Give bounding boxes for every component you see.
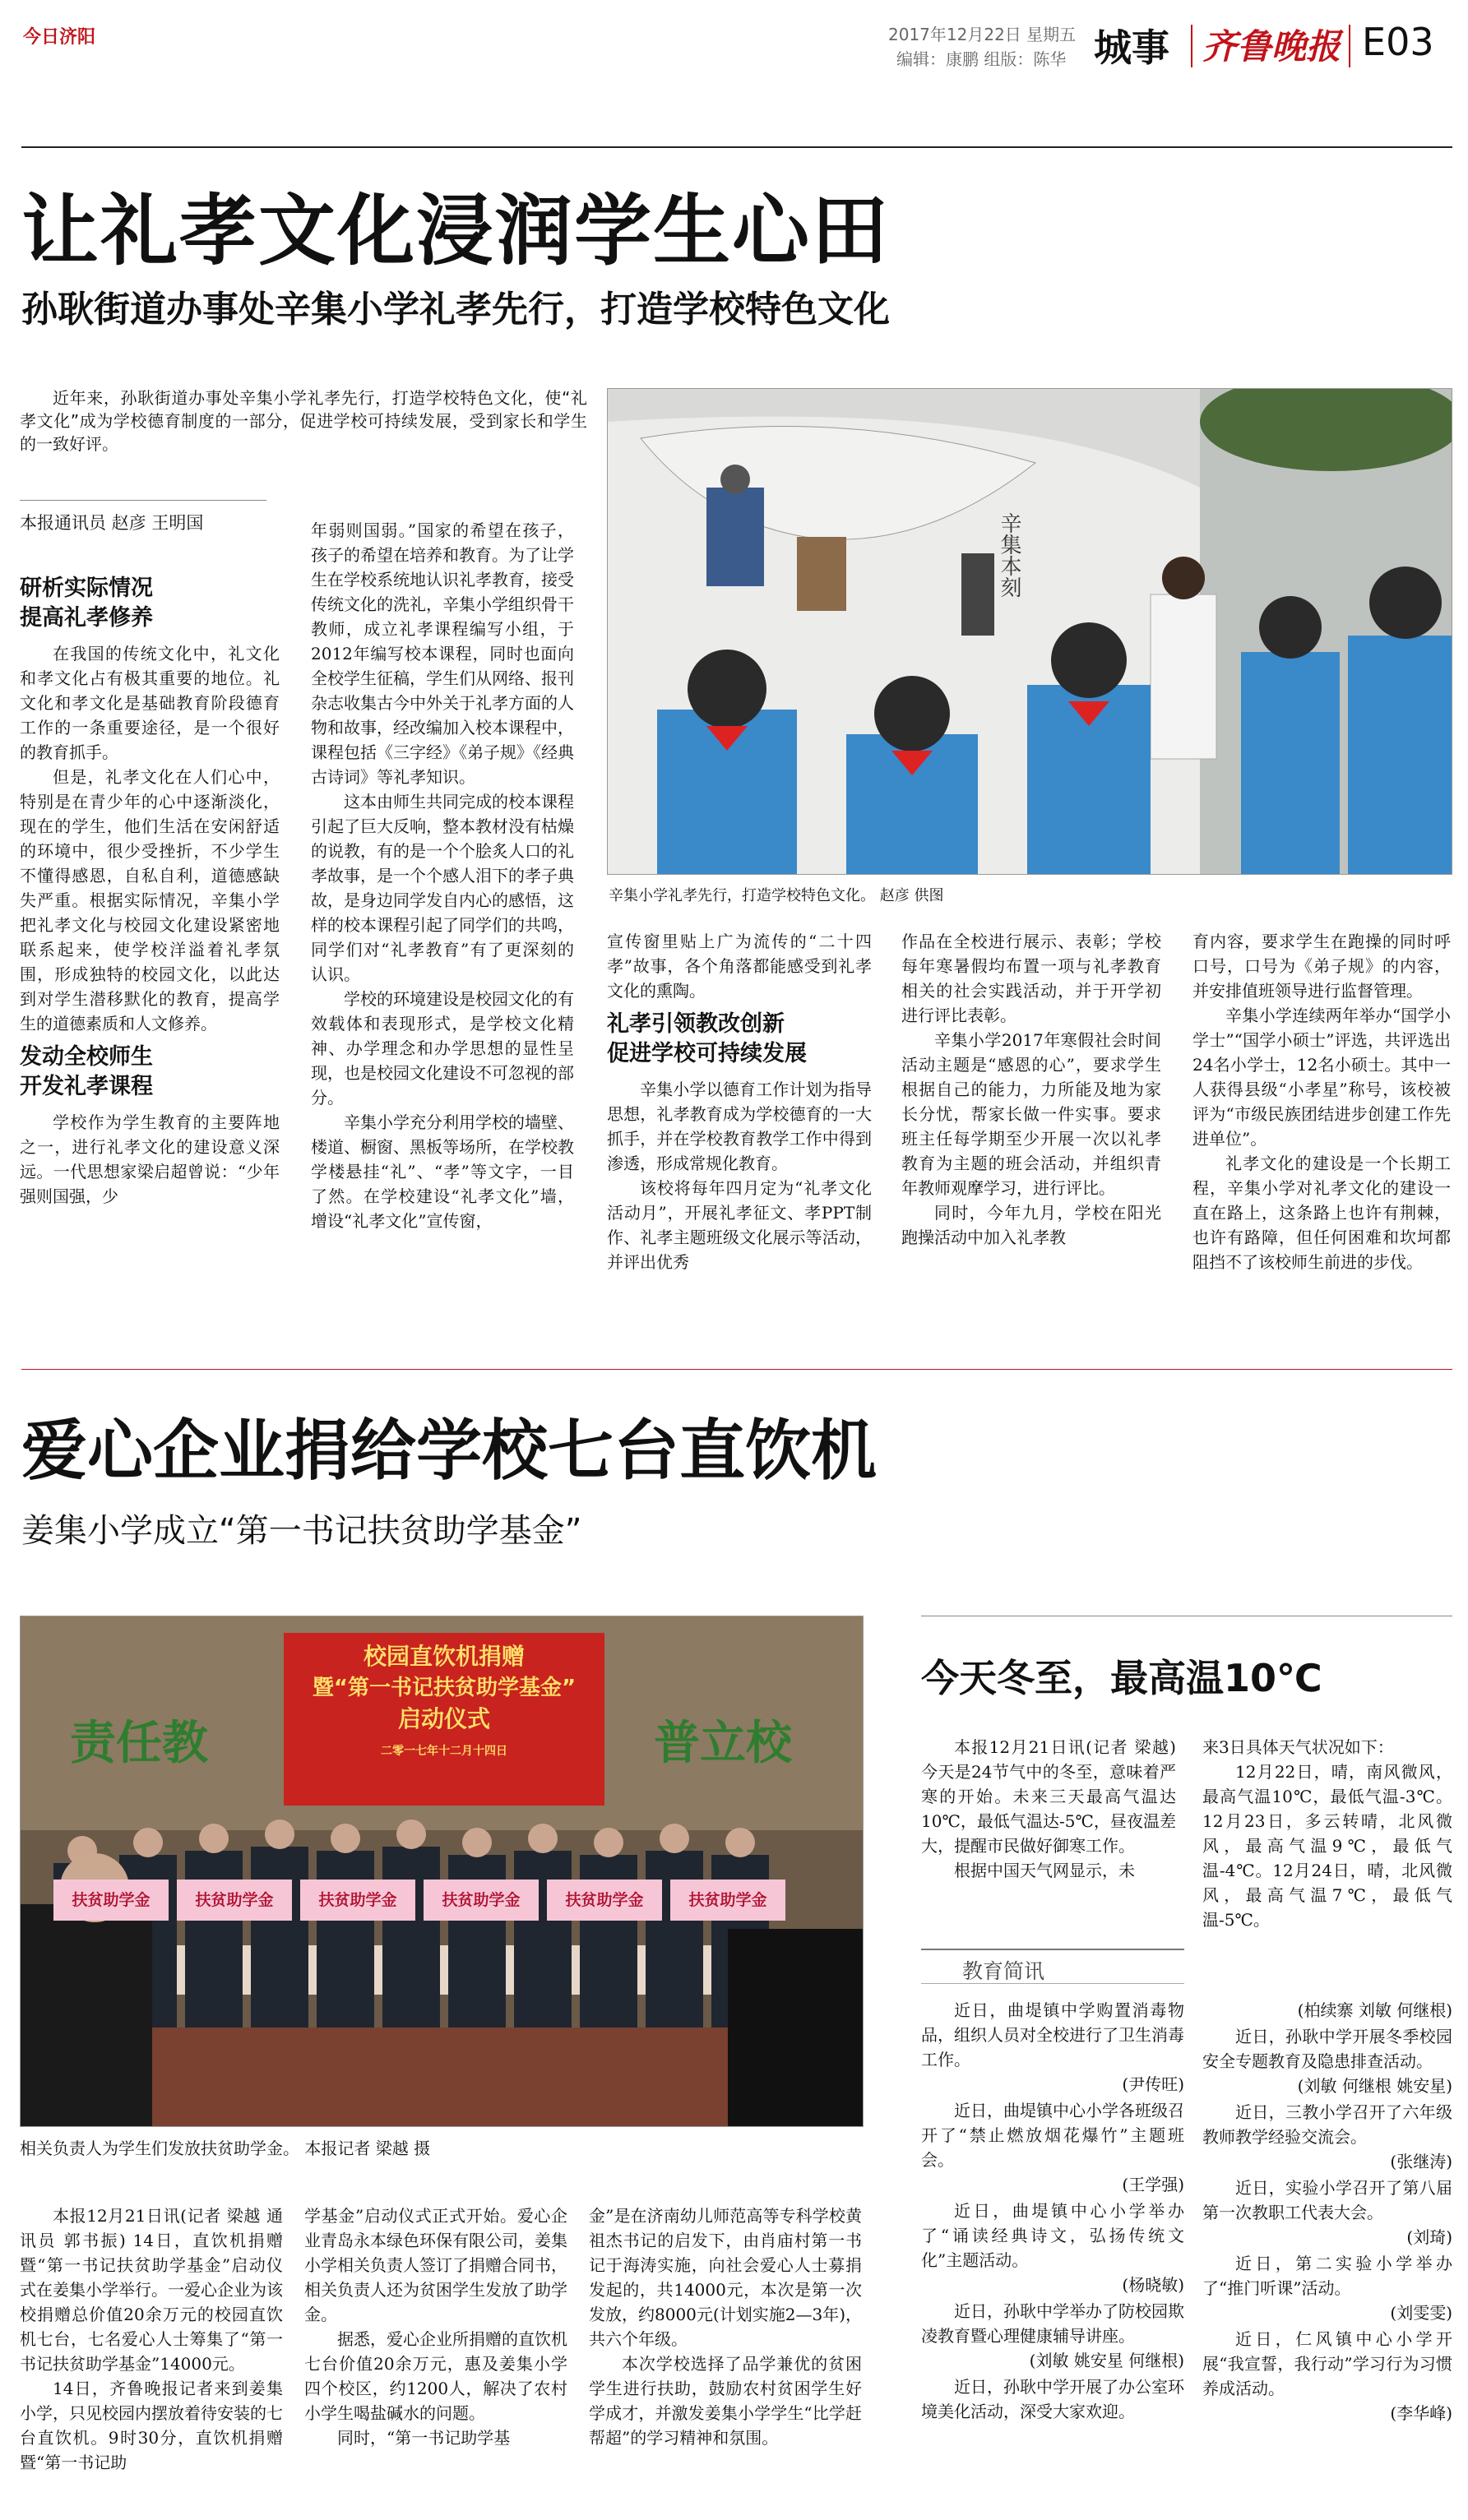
paragraph: 辛集小学充分利用学校的墙壁、楼道、橱窗、黑板等场所，在学校教学楼悬挂“礼”、“孝”等文字，一目了然。在学校建设“礼孝文化”墙，增设“礼孝文化”宣传窗， <box>311 1112 574 1231</box>
story1-col4 <box>901 929 1161 1250</box>
weather-col-a <box>921 1735 1176 1883</box>
donation-sign: 扶贫助学金 <box>300 1880 415 1921</box>
paragraph: 来3日具体天气状况如下： <box>1202 1737 1394 1757</box>
paragraph: 宣传窗里贴上广为流传的“二十四孝”故事，各个角落都能感受到礼孝文化的熏陶。 <box>607 932 872 1001</box>
brief-text: 近日，仁风镇中心小学开展“我宣誓，我行动”学习行为习惯养成活动。 <box>1202 2329 1452 2398</box>
brief-text: 近日，曲堤镇中学购置消毒物品，组织人员对全校进行了卫生消毒工作。 <box>921 2000 1184 2069</box>
paragraph: 本报12月21日讯(记者 梁越 通讯员 郭书振) 14日，直饮机捐赠暨“第一书记扶贫助学基金”启动仪式在姜集小学举行。一爱心企业为该校捐赠总价值20余万元的校园直饮机七台，七名爱心人士筹集了“第一书记扶贫助学基金”14000元。 <box>20 2206 283 2374</box>
brief-author: (李华峰) <box>1390 2403 1452 2423</box>
col1-subhead-2: 发动全校师生 开发礼孝课程 <box>20 1044 153 1099</box>
brief-author: (刘琦) <box>1406 2227 1452 2247</box>
paragraph: 同时，今年九月，学校在阳光跑操活动中加入礼孝教 <box>901 1203 1161 1247</box>
date-line: 2017年12月22日 星期五 <box>888 25 1077 44</box>
paragraph: 学校作为学生教育的主要阵地之一，进行礼孝文化的建设意义深远。一代思想家梁启超曾说：“少年强则国强，少 <box>20 1112 280 1206</box>
col3-subhead: 礼孝引领教改创新 促进学校可持续发展 <box>607 1011 807 1066</box>
paragraph: 育内容，要求学生在跑操的同时呼口号，口号为《弟子规》的内容，并安排值班领导进行监督管理。 <box>1192 932 1451 1001</box>
donation-sign: 扶贫助学金 <box>177 1880 292 1921</box>
story1-byline: 本报通讯员 赵彦 王明国 <box>20 513 204 533</box>
paper-logo: 齐鲁晚报 <box>1202 26 1341 67</box>
brief-author: (刘敏 何继根 姚安星) <box>1297 2076 1452 2096</box>
banner-line-2: 暨“第一书记扶贫助学基金” <box>312 1676 577 1700</box>
story1-photo-caption: 辛集小学礼孝先行，打造学校特色文化。 赵彦 供图 <box>609 887 944 904</box>
brief-author: (王学强) <box>1122 2175 1184 2194</box>
story1-photo <box>607 388 1452 875</box>
story2-col2 <box>304 2203 567 2450</box>
paragraph: 金”是在济南幼儿师范高等专科学校黄祖杰书记的启发下，由肖庙村第一书记于海涛实施，向社会爱心人士募捐发起的，共14000元，本次是第一次发放，约8000元(计划实施2—3年)，共六个年级。 <box>589 2206 862 2349</box>
story2-photo-caption: 相关负责人为学生们发放扶贫助学金。 本报记者 梁越 摄 <box>20 2139 431 2158</box>
brief-text: 近日，实验小学召开了第八届第一次教职工代表大会。 <box>1202 2178 1452 2222</box>
editor-line: 编辑：康鹏 组版：陈华 <box>896 49 1067 69</box>
section-tag: 今日济阳 <box>23 27 96 48</box>
story1-subtitle: 孙耿街道办事处辛集小学礼孝先行，打造学校特色文化 <box>21 289 890 331</box>
banner <box>284 1641 604 1768</box>
brief-item <box>921 2299 1184 2373</box>
story2-photo <box>20 1616 864 2127</box>
paragraph: 这本由师生共同完成的校本课程引起了巨大反响，整本教材没有枯燥的说教，有的是一个个脍炙人口的礼孝故事，是一个个感人泪下的孝子典故，是身边同学发自内心的感悟，这样的校本课程引起了同学们的共鸣，同学们对“礼孝教育”有了更深刻的认识。 <box>311 792 574 984</box>
masthead-rule <box>21 146 1452 148</box>
brief-text: 近日，三教小学召开了六年级教师教学经验交流会。 <box>1202 2102 1452 2147</box>
brief-item <box>921 2199 1184 2297</box>
story2-subtitle: 姜集小学成立“第一书记扶贫助学基金” <box>21 1512 582 1550</box>
briefs-col-right <box>1202 1998 1452 2427</box>
paragraph: 在我国的传统文化中，礼文化和孝文化占有极其重要的地位。礼文化和孝文化是基础教育阶段德育工作的一条重要途径，是一个很好的教育抓手。 <box>20 644 280 762</box>
paragraph: 根据中国天气网显示，未 <box>954 1861 1135 1880</box>
section-name: 城事 <box>1094 25 1169 70</box>
brief-author: (尹传旺) <box>1122 2074 1184 2094</box>
brief-item <box>1202 2251 1452 2325</box>
banner-date: 二零一七年十二月十四日 <box>381 1745 507 1758</box>
lead-text: 近年来，孙耿街道办事处辛集小学礼孝先行，打造学校特色文化，使“礼孝文化”成为学校德育制度的一部分，促进学校可持续发展，受到家长和学生的一致好评。 <box>20 388 587 454</box>
brief-item <box>1202 2100 1452 2174</box>
brief-author: (柏续寨 刘敏 何继根) <box>1297 2000 1452 2020</box>
weather-col-b <box>1202 1735 1452 1932</box>
donation-sign: 扶贫助学金 <box>670 1880 785 1921</box>
brief-item <box>1202 1998 1452 2023</box>
paragraph: 本次学校选择了品学兼优的贫困学生进行扶助，鼓励农村贫困学生好学成才，并激发姜集小学学生“比学赶帮超”的学习精神和氛围。 <box>589 2354 862 2448</box>
header-divider <box>1191 25 1192 67</box>
paragraph: 本报12月21日讯(记者 梁越) 今天是24节气中的冬至，意味着严寒的开始。未来三天最高气温达10℃，最低气温达-5℃，昼夜温差大，提醒市民做好御寒工作。 <box>921 1737 1176 1856</box>
brief-author: (张继涛) <box>1390 2152 1452 2171</box>
page-number: E03 <box>1362 20 1434 64</box>
paragraph: 同时，“第一书记助学基 <box>337 2428 511 2448</box>
weather-title: 今天冬至，最高温10℃ <box>921 1656 1322 1700</box>
paragraph: 辛集小学连续两年举办“国学小学士”“国学小硕士”评选，共评选出24名小学士，12名小硕士。其中一人获得县级“小孝星”称号，该校被评为“市级民族团结进步创建工作先进单位”。 <box>1192 1006 1451 1149</box>
brief-text: 近日，曲堤镇中心小学各班级召开了“禁止燃放烟花爆竹”主题班会。 <box>921 2101 1184 2170</box>
paragraph: 据悉，爱心企业所捐赠的直饮机七台价值20余万元，惠及姜集小学四个校区，约1200人，解决了农村小学生喝盐碱水的问题。 <box>304 2329 567 2423</box>
brief-text: 近日，孙耿中学开展冬季校园安全专题教育及隐患排查活动。 <box>1202 2027 1452 2071</box>
paragraph: 学校的环境建设是校园文化的有效载体和表现形式，是学校文化精神、办学理念和办学思想的显性呈现，也是校园文化建设不可忽视的部分。 <box>311 989 574 1107</box>
paragraph: 礼孝文化的建设是一个长期工程，辛集小学对礼孝文化的建设一直在路上，这条路上也许有荆棘，也许有路障，但任何困难和坎坷都阻挡不了该校师生前进的步伐。 <box>1192 1154 1451 1272</box>
brief-text: 近日，孙耿中学举办了防校园欺凌教育暨心理健康辅导讲座。 <box>921 2301 1184 2346</box>
header-divider-2 <box>1349 25 1350 67</box>
brief-author: (杨晓敏) <box>1122 2275 1184 2295</box>
byline-rule <box>20 500 266 501</box>
brief-author: (刘雯雯) <box>1390 2303 1452 2323</box>
story1-lead <box>20 386 587 455</box>
story2-title: 爱心企业捐给学校七台直饮机 <box>21 1413 877 1489</box>
brief-item <box>921 2098 1184 2197</box>
banner-line-1: 校园直饮机捐赠 <box>363 1643 525 1670</box>
brief-text: 近日，曲堤镇中心小学举办了“诵读经典诗文，弘扬传统文化”主题活动。 <box>921 2201 1184 2270</box>
paragraph: 12月22日，晴，南风微风，最高气温10℃，最低气温-3℃。12月23日，多云转晴，北风微风，最高气温9℃，最低气温-4℃。12月24日，晴，北风微风，最高气温7℃，最低气温-5℃。 <box>1202 1762 1452 1930</box>
briefs-title: 教育简讯 <box>962 1959 1045 1983</box>
paragraph: 该校将每年四月定为“礼孝文化活动月”，开展礼孝征文、孝PPT制作、礼孝主题班级文化展示等活动，并评出优秀 <box>607 1178 872 1272</box>
story1-col5 <box>1192 929 1451 1274</box>
story1-col2 <box>311 518 574 1233</box>
paragraph: 学基金”启动仪式正式开始。爱心企业青岛永本绿色环保有限公司，姜集小学相关负责人签订了捐赠合同书，相关负责人还为贫困学生发放了助学金。 <box>304 2206 567 2324</box>
wall-slogan-left: 责任教 <box>70 1717 208 1770</box>
brief-author: (刘敏 姚安星 何继根) <box>1029 2351 1184 2370</box>
photo-wall-text: 辛集本刻 <box>997 512 1021 598</box>
paragraph: 作品在全校进行展示、表彰；学校每年寒暑假均布置一项与礼孝教育相关的社会实践活动，并于开学初进行评比表彰。 <box>901 932 1161 1025</box>
col1-subhead-1: 研析实际情况 提高礼孝修养 <box>20 576 153 631</box>
brief-item <box>1202 2327 1452 2425</box>
brief-text: 近日，孙耿中学开展了办公室环境美化活动，深受大家欢迎。 <box>921 2377 1184 2421</box>
section-divider <box>21 1369 1452 1370</box>
paragraph: 年弱则国弱。”国家的希望在孩子，孩子的希望在培养和教育。为了让学生在学校系统地认识礼孝教育，接受传统文化的洗礼，辛集小学组织骨干教师，成立礼孝课程编写小组，于2012年编写校本课程，同时也面向全校学生征稿，学生们从网络、报刊杂志收集古今中外关于礼孝方面的人物和故事，经改编加入校本课程中，课程包括《三字经》《弟子规》《经典古诗词》等礼孝知识。 <box>311 520 574 787</box>
story2-col1 <box>20 2203 283 2475</box>
story1-col3 <box>607 929 872 1274</box>
briefs-header <box>921 1949 1184 1984</box>
brief-item <box>921 2374 1184 2424</box>
brief-text: 近日，第二实验小学举办了“推门听课”活动。 <box>1202 2254 1452 2298</box>
paragraph: 辛集小学以德育工作计划为指导思想，礼孝教育成为学校德育的一大抓手，并在学校教育教学工作中得到渗透，形成常规化教育。 <box>607 1080 872 1173</box>
classroom-wall-illustration <box>608 389 1452 874</box>
paragraph: 14日，齐鲁晚报记者来到姜集小学，只见校园内摆放着待安装的七台直饮机。9时30分，直饮机捐赠暨“第一书记助 <box>20 2379 283 2472</box>
brief-item <box>1202 2024 1452 2098</box>
donation-sign: 扶贫助学金 <box>547 1880 662 1921</box>
briefs-col-left <box>921 1998 1184 2425</box>
brief-item <box>921 1998 1184 2097</box>
story2-col3 <box>589 2203 862 2450</box>
paragraph: 但是，礼孝文化在人们心中，特别是在青少年的心中逐渐淡化，现在的学生，他们生活在安闲舒适的环境中，很少受挫折，不少学生不懂得感恩，自私自利，道德感缺失严重。根据实际情况，辛集小学把礼孝文化与校园文化建设紧密地联系起来，使学校洋溢着礼孝氛围，形成独特的校园文化，以此达到对学生潜移默化的教育，提高学生的道德素质和人文修养。 <box>20 767 280 1033</box>
banner-line-3: 启动仪式 <box>397 1705 490 1732</box>
wall-slogan-right: 普立校 <box>654 1717 792 1770</box>
story1-col1 <box>20 567 280 1209</box>
donation-sign: 扶贫助学金 <box>424 1880 539 1921</box>
paragraph: 辛集小学2017年寒假社会时间活动主题是“感恩的心”，要求学生根据自己的能力，力所能及地为家长分忧，帮家长做一件实事。要求班主任每学期至少开展一次以礼孝教育为主题的班会活动，并组织青年教师观摩学习，进行评比。 <box>901 1030 1161 1198</box>
brief-item <box>1202 2176 1452 2250</box>
donation-sign: 扶贫助学金 <box>53 1880 169 1921</box>
sign-row <box>53 1880 794 1929</box>
story1-title: 让礼孝文化浸润学生心田 <box>21 187 891 276</box>
